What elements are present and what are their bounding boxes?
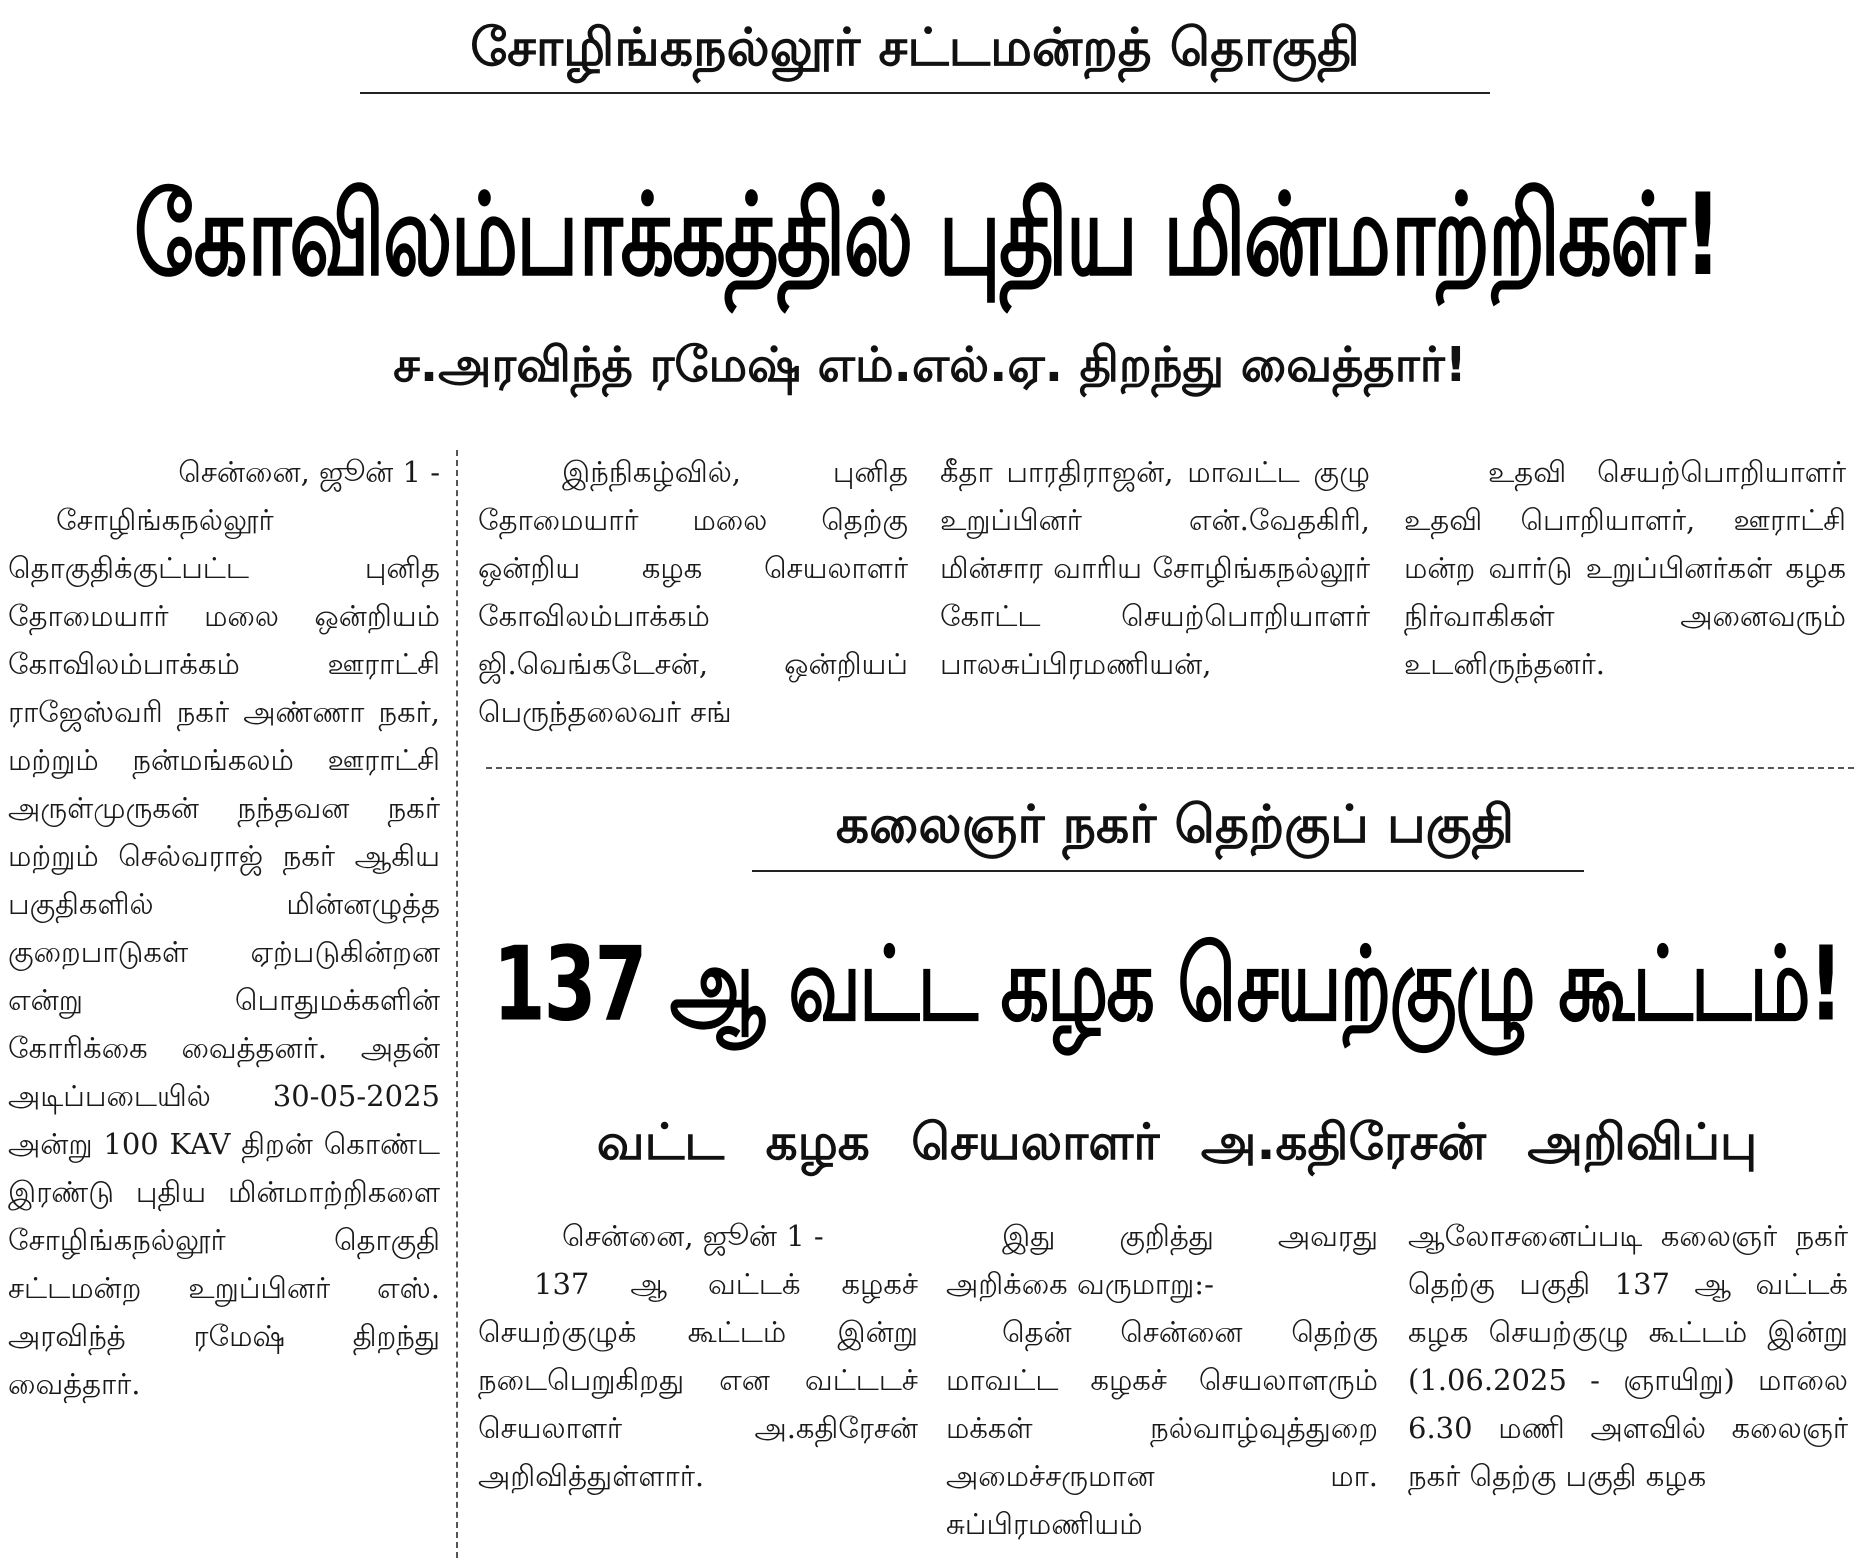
story1-col2-body: இந்நிகழ்வில், புனித தோமையார் மலை தெற்கு ஒன்றிய கழக செயலாளர் கோவிலம்பாக்கம் ஜி.வெங்கடேசன், ஒன்றியப் பெருந்தலைவர் சங் xyxy=(478,455,908,729)
story2-col2-p2: தென் சென்னை தெற்கு மாவட்ட கழகச் செயலாளரும் மக்கள் நல்வாழ்வுத்துறை அமைச்சருமான மா. சுப்பிரமணியம் xyxy=(946,1315,1378,1541)
story1-column-4 xyxy=(1404,448,1846,738)
story1-col3-body: கீதா பாரதிராஜன், மாவட்ட குழு உறுப்பினர் என்.வேதகிரி, மின்சார வாரிய சோழிங்கநல்லூர் கோட்ட செயற்பொறியாளர் பாலசுப்பிரமணியன், xyxy=(940,455,1370,681)
section-divider xyxy=(486,767,1854,769)
story2-col1-body: 137 ஆ வட்டக் கழகச் செயற்குழுக் கூட்டம் இன்று நடைபெறுகிறது என வட்டடச் செயலாளர் அ.கதிரேசன் அறிவித்துள்ளார். xyxy=(478,1267,918,1493)
story1-subhead: ச.அரவிந்த் ரமேஷ் எம்.எல்.ஏ. திறந்து வைத்தார்! xyxy=(393,337,1467,393)
story1-column-1 xyxy=(8,448,440,1558)
story2-kicker: கலைஞர் நகர் தெற்குப் பகுதி xyxy=(835,795,1515,855)
story2-col2-p1: இது குறித்து அவரது அறிக்கை வருமாறு:- xyxy=(946,1219,1378,1301)
story2-headline: 137 ஆ வட்ட கழக செயற்குழு கூட்டம்! xyxy=(492,923,1842,1044)
story2-column-2 xyxy=(946,1212,1378,1558)
story1-kicker: சோழிங்கநல்லூர் சட்டமன்றத் தொகுதி xyxy=(470,18,1360,78)
story1-col1-body: சோழிங்கநல்லூர் தொகுதிக்குட்பட்ட புனித தோமையார் மலை ஒன்றியம் கோவிலம்பாக்கம் ஊராட்சி ராஜேஸ்வரி நகர் அண்ணா நகர், மற்றும் நன்மங்கலம் ஊராட்சி அருள்முருகன் நந்தவன நகர் மற்றும் செல்வராஜ் நகர் ஆகிய பகுதிகளில் மின்னழுத்த குறைபாடுகள் ஏற்படுகின்றன என்று பொதுமக்களின் கோரிக்கை வைத்தனர். அதன் அடிப்படையில் 30-05-2025 அன்று 100 KAV திறன் கொண்ட இரண்டு புதிய மின்மாற்றிகளை சோழிங்கநல்லூர் தொகுதி சட்டமன்ற உறுப்பினர் எஸ். அரவிந்த் ரமேஷ் திறந்து வைத்தார். xyxy=(8,503,440,1401)
story1-column-2 xyxy=(478,448,908,738)
story1-kicker-rule xyxy=(360,92,1490,94)
story2-dateline: சென்னை, ஜூன் 1 - xyxy=(562,1219,824,1253)
story1-dateline: சென்னை, ஜூன் 1 - xyxy=(178,455,440,489)
column-divider-1 xyxy=(456,450,458,1558)
story1-col4-body: உதவி செயற்பொறியாளர் உதவி பொறியாளர், ஊராட்சி மன்ற வார்டு உறுப்பினர்கள் கழக நிர்வாகிகள் அனைவரும் உடனிருந்தனர். xyxy=(1404,455,1846,681)
story2-column-3 xyxy=(1408,1212,1848,1558)
story2-kicker-rule xyxy=(752,870,1584,872)
story1-column-3 xyxy=(940,448,1370,738)
story2-subhead: வட்ட கழக செயலாளர் அ.கதிரேசன் அறிவிப்பு xyxy=(596,1113,1758,1171)
story2-col3-body: ஆலோசனைப்படி கலைஞர் நகர் தெற்கு பகுதி 137 ஆ வட்டக் கழக செயற்குழு கூட்டம் இன்று (1.06.2025 - ஞாயிறு) மாலை 6.30 மணி அளவில் கலைஞர் நகர் தெற்கு பகுதி கழக xyxy=(1408,1219,1848,1493)
story1-headline: கோவிலம்பாக்கத்தில் புதிய மின்மாற்றிகள்! xyxy=(133,168,1720,301)
story2-column-1 xyxy=(478,1212,918,1558)
